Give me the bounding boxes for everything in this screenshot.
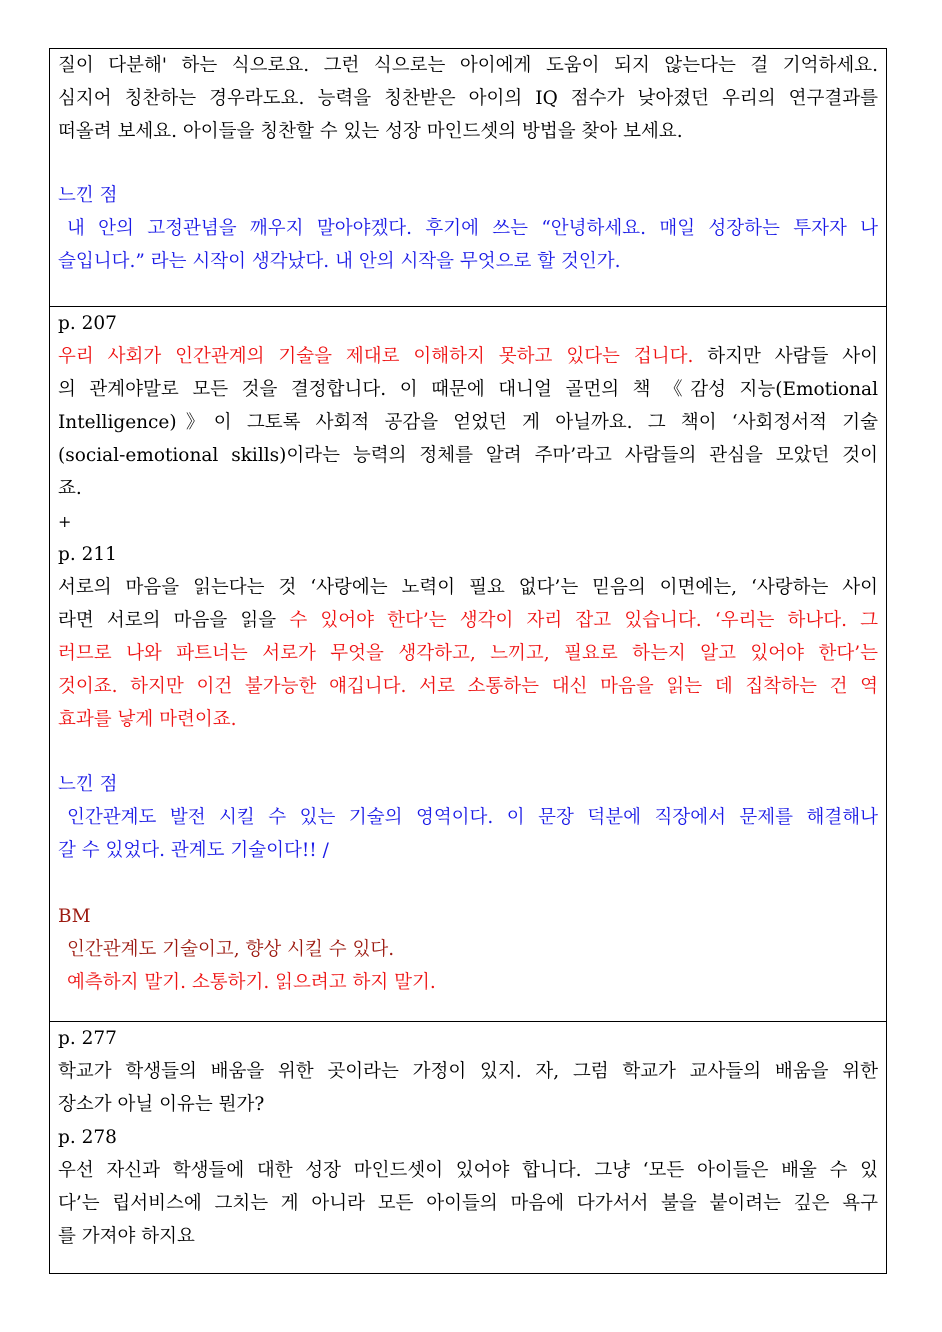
highlighted-quote-line: 효과를 낳게 마련이죠. [58,709,237,730]
quote-text-line: 의 관계야말로 모든 것을 결정합니다. 이 때문에 대니얼 골먼의 책 《감성 지능(Emotional [58,379,878,400]
quote-text-line: 다’는 립서비스에 그치는 게 아니라 모든 아이들의 마음에 다가서서 불을 붙이려는 깊은 욕구 [58,1193,878,1214]
page-reference: p. 277 [58,1028,117,1049]
quote-text-line: 우선 자신과 학생들에 대한 성장 마인드셋이 있어야 합니다. 그냥 ‘모든 아이들은 배울 수 있 [58,1160,878,1181]
notes-table [49,48,887,1274]
reflection-text-line: 인간관계도 발전 시킬 수 있는 기술의 영역이다. 이 문장 덕분에 직장에서 문제를 해결해나 [67,807,878,828]
reflection-heading: 느낀 점 [58,185,118,206]
bm-heading: BM [58,906,91,927]
quote-text-line: Intelligence)》이 그토록 사회적 공감을 얻었던 게 아닐까요. 그 책이 ‘사회정서적 기술 [58,412,878,433]
quote-text: 라면 서로의 마음을 읽을 [58,610,290,631]
quote-text-line: 죠. [58,478,82,499]
quote-text-line: 를 가져야 하지요 [58,1226,195,1247]
reflection-heading: 느낀 점 [58,774,118,795]
bm-text-line: 예측하지 말기. 소통하기. 읽으려고 하지 말기. [67,972,436,993]
quote-text-line [58,340,878,373]
page-reference: p. 278 [58,1127,117,1148]
notes-section-2 [50,306,886,1021]
quote-text: 하지만 사람들 사이 [693,346,878,367]
highlighted-quote-line: 것이죠. 하지만 이건 불가능한 얘깁니다. 서로 소통하는 대신 마음을 읽는 데 집착하는 건 역 [58,676,878,697]
body-text-line: 심지어 칭찬하는 경우라도요. 능력을 칭찬받은 아이의 IQ 점수가 낮아졌던 우리의 연구결과를 [58,88,878,109]
notes-section-3 [50,1021,886,1275]
reflection-text-line: 갈 수 있었다. 관계도 기술이다!! / [58,840,329,861]
reflection-text-line: 슬입니다.” 라는 시작이 생각났다. 내 안의 시작을 무엇으로 할 것인가. [58,251,621,272]
plus-marker: + [58,512,72,531]
highlighted-quote: 우리 사회가 인간관계의 기술을 제대로 이해하지 못하고 있다는 겁니다. [58,346,694,367]
quote-text-line [58,604,878,637]
quote-text-line: 서로의 마음을 읽는다는 것 ‘사랑에는 노력이 필요 없다’는 믿음의 이면에는, ‘사랑하는 사이 [58,577,878,598]
reflection-text-line: 내 안의 고정관념을 깨우지 말아야겠다. 후기에 쓰는 “안녕하세요. 매일 성장하는 투자자 나 [67,218,878,239]
highlighted-quote: 수 있어야 한다’는 생각이 자리 잡고 있습니다. ‘우리는 하나다. 그 [289,610,878,631]
quote-text-line: 학교가 학생들의 배움을 위한 곳이라는 가정이 있지. 자, 그럼 학교가 교사들의 배움을 위한 [58,1061,878,1082]
highlighted-quote-line: 러므로 나와 파트너는 서로가 무엇을 생각하고, 느끼고, 필요로 하는지 알고 있어야 한다’는 [58,643,878,664]
bm-text-line: 인간관계도 기술이고, 향상 시킬 수 있다. [67,939,395,960]
body-text-line: 떠올려 보세요. 아이들을 칭찬할 수 있는 성장 마인드셋의 방법을 찾아 보세요. [58,121,683,142]
body-text-line: 질이 다분해' 하는 식으로요. 그런 식으로는 아이에게 도움이 되지 않는다는 걸 기억하세요. [58,55,878,76]
quote-text-line: (social-emotional skills)이라는 능력의 정체를 알려 주마’라고 사람들의 관심을 모았던 것이 [58,445,878,466]
notes-section-1 [50,49,886,306]
page-reference: p. 211 [58,544,117,565]
page-reference: p. 207 [58,313,117,334]
quote-text-line: 장소가 아닐 이유는 뭔가? [58,1094,265,1115]
